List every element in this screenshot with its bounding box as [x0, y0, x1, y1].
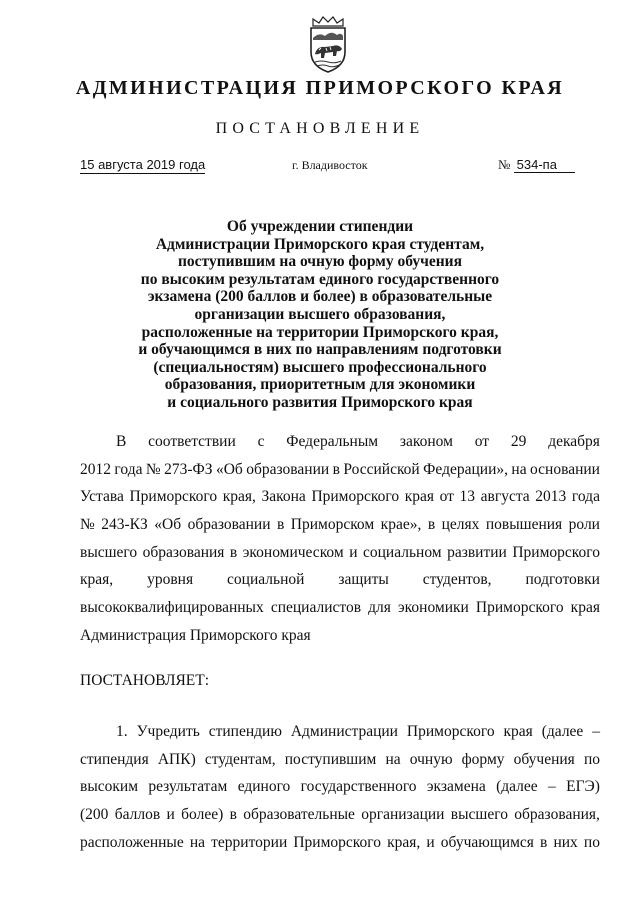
clause-word: Приморском — [290, 516, 375, 534]
number-value: 534-па — [514, 157, 575, 173]
clause-word: более) — [181, 806, 224, 824]
clause-word: 1. — [116, 723, 128, 740]
clause-word: и — [349, 543, 358, 561]
clause-word: Приморского — [311, 488, 400, 506]
clause-word: № — [80, 516, 95, 534]
clause-word: в — [540, 833, 548, 851]
clause-word: для — [368, 599, 391, 617]
clause-word: обучения — [513, 750, 575, 768]
clause-word: края, — [222, 488, 256, 506]
clause-word: очную — [409, 750, 453, 768]
number-prefix: № — [498, 157, 511, 172]
clause-word: Устава — [80, 488, 124, 506]
clause-word: и — [426, 833, 435, 851]
clause-word: АПК) — [157, 750, 196, 768]
subject-line: организации высшего образования, — [194, 305, 446, 323]
preamble-word: с — [257, 433, 265, 450]
clause-word: по — [583, 750, 600, 768]
subject-line: поступившим на очную форму обучения — [177, 253, 463, 271]
preamble-word: подготовки — [525, 571, 600, 589]
preamble-paragraph — [80, 428, 600, 650]
clause-word: экзамена — [426, 778, 486, 796]
clause-word: образовании — [246, 460, 330, 478]
clause-word: целях — [441, 516, 480, 534]
preamble-word: студентов, — [422, 571, 492, 589]
clause-word: высшего — [450, 806, 508, 824]
clause-word: № — [145, 460, 161, 478]
clause-word: от — [439, 488, 454, 506]
clause-word: Администрации — [290, 723, 398, 740]
preamble-line — [80, 428, 600, 456]
clause-word: (200 — [80, 806, 109, 824]
clause-word: крае», — [380, 516, 422, 534]
subject-line: расположенные на территории Приморского края, — [141, 323, 499, 341]
clause-word: августа — [480, 488, 530, 506]
clause-word: в — [427, 516, 436, 534]
clause-word: обучающимся — [440, 833, 534, 851]
clause-word: поступившим — [284, 750, 377, 768]
organization-title: АДМИНИСТРАЦИЯ ПРИМОРСКОГО КРАЯ — [75, 77, 565, 99]
clause-word: образования — [142, 543, 225, 561]
clause-line — [80, 773, 600, 801]
clause-word: специалистов — [270, 599, 362, 617]
clause-word: в — [276, 516, 285, 534]
document-number — [498, 157, 575, 173]
document-type: ПОСТАНОВЛЕНИЕ — [215, 120, 425, 137]
clause-word: Закона — [261, 488, 306, 506]
clause-word: баллов — [114, 806, 161, 824]
clause-word: Приморского — [293, 833, 381, 851]
clause-word: расположенные — [80, 833, 184, 851]
clause-word: роли — [568, 516, 600, 534]
clause-word: студентам, — [204, 750, 276, 768]
clause-word: по — [583, 833, 600, 851]
preamble-word: соответствии — [148, 433, 236, 450]
clause-word: – — [548, 778, 556, 796]
clause-word: края — [570, 599, 600, 617]
clause-word: образовательные — [243, 806, 355, 824]
subject-line: образования, приоритетным для экономики — [164, 376, 476, 394]
clause-line — [80, 718, 600, 746]
preamble-word: законом — [399, 433, 453, 450]
preamble-line — [80, 456, 600, 484]
clause-word: социальном — [363, 543, 442, 561]
clause-word: Приморского — [475, 599, 564, 617]
clause-word: Учредить — [136, 723, 200, 740]
preamble-word: уровня — [147, 571, 194, 589]
clause-word: на — [189, 833, 206, 851]
clause-word: года — [571, 488, 600, 506]
clause-word: 273-ФЗ — [164, 460, 213, 478]
clause-word: стипендия — [80, 750, 149, 768]
clause-word: ЕГЭ) — [566, 778, 600, 796]
preamble-word: защиты — [338, 571, 389, 589]
clause-word: высококвалифицированных — [80, 599, 264, 617]
preamble-line — [80, 483, 600, 511]
preamble-word: 29 — [510, 433, 527, 450]
subject-line: и социального развития Приморского края — [167, 393, 473, 411]
preamble-word: социальной — [227, 571, 305, 589]
clause-word: повышения — [485, 516, 563, 534]
preamble-line — [80, 539, 600, 567]
preamble-word: В — [116, 433, 127, 450]
clause-word: 13 — [459, 488, 476, 506]
clause-word: Российской — [343, 460, 420, 478]
preamble-word: от — [474, 433, 490, 450]
clause-word: результатам — [148, 778, 228, 796]
clause-word: территории — [211, 833, 288, 851]
document-date-value: 15 августа 2019 года — [80, 157, 206, 172]
clause-word: Приморского — [512, 543, 600, 561]
subject-line: (специальностям) высшего профессионального — [153, 358, 487, 376]
clause-word: края — [404, 488, 434, 506]
clause-word: в — [229, 543, 238, 561]
coat-of-arms-icon — [299, 14, 357, 76]
clause-word: государственного — [300, 778, 417, 796]
clause-word: высоким — [80, 778, 138, 796]
clause-word: (далее — [541, 723, 584, 740]
clause-word: 243-КЗ — [101, 516, 148, 534]
preamble-word: края, — [80, 571, 114, 589]
clause-line — [80, 829, 600, 857]
subject-line: Администрации Приморского края студентам, — [155, 235, 485, 253]
preamble-word: декабря — [548, 433, 600, 450]
subject-line: по высоким результатам единого государственного — [140, 270, 500, 288]
preamble-line: Администрация Приморского края — [80, 626, 311, 644]
clause-word: развитии — [447, 543, 507, 561]
clause-word: края, — [387, 833, 421, 851]
clause-word: и — [166, 806, 175, 824]
clause-word: года — [114, 460, 143, 478]
clause-word: образования, — [514, 806, 600, 824]
clause-word: экономическом — [242, 543, 344, 561]
preamble-line — [80, 594, 600, 622]
document-city: г. Владивосток — [292, 158, 368, 172]
clause-word: (далее — [496, 778, 538, 796]
clause-word: единого — [237, 778, 291, 796]
clause-word: края — [503, 723, 533, 740]
clause-word: 2013 — [535, 488, 567, 506]
clause-1 — [80, 718, 600, 856]
clause-word: Приморского — [129, 488, 218, 506]
clause-word: форму — [461, 750, 505, 768]
clause-word: Приморского — [406, 723, 495, 740]
clause-word: в — [229, 806, 237, 824]
clause-word: на — [511, 460, 527, 478]
clause-word: стипендию — [208, 723, 282, 740]
subject-line: экзамена (200 баллов и более) в образовательные — [147, 288, 493, 306]
clause-word: «Об — [154, 516, 182, 534]
document-date — [80, 157, 205, 172]
preamble-line — [80, 511, 600, 539]
clause-word: основании — [530, 460, 600, 478]
clause-word: высшего — [80, 543, 138, 561]
clause-word: на — [385, 750, 401, 768]
clause-word: организации — [361, 806, 445, 824]
clause-word: «Об — [215, 460, 243, 478]
resolves-heading: ПОСТАНОВЛЯЕТ: — [80, 672, 210, 689]
clause-word: них — [553, 833, 578, 851]
clause-word: экономики — [398, 599, 469, 617]
preamble-line — [80, 566, 600, 594]
clause-word: 2012 — [80, 460, 111, 478]
clause-word: образовании — [187, 516, 271, 534]
clause-word: Федерации», — [423, 460, 508, 478]
document-subject — [0, 218, 640, 412]
clause-line — [80, 746, 600, 774]
subject-line: Об учреждении стипендии — [226, 218, 414, 235]
clause-word: – — [592, 723, 600, 740]
subject-line: и обучающимся в них по направлениям подготовки — [138, 341, 502, 359]
clause-word: в — [332, 460, 340, 478]
clause-line — [80, 801, 600, 829]
preamble-word: Федеральным — [286, 433, 379, 450]
